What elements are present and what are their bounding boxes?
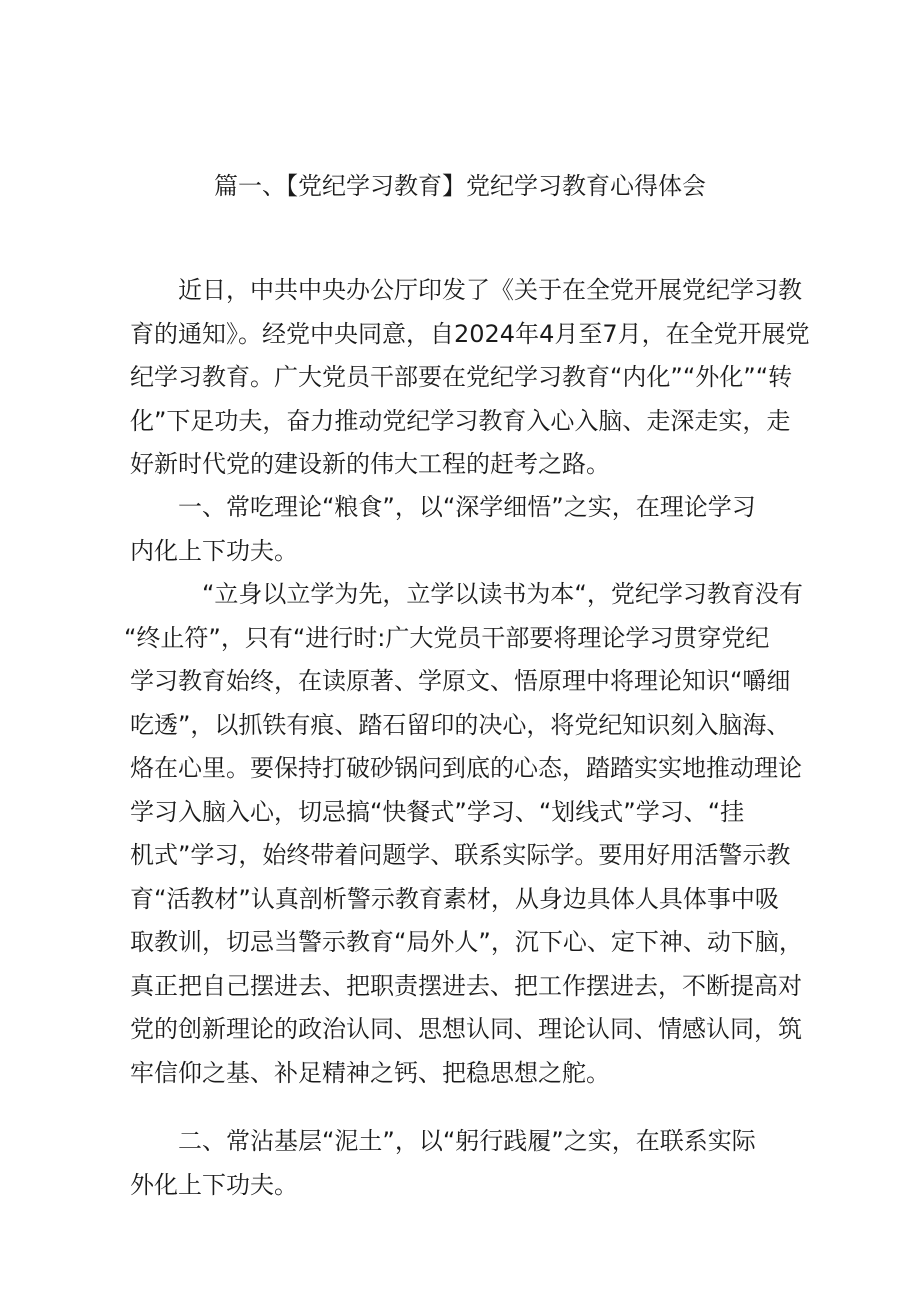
text-line: 好新时代党的建设新的伟大工程的赶考之路。 (130, 450, 610, 478)
text-line: “终止符”，只有“进行时:广大党员干部要将理论学习贯穿党纪 (124, 623, 770, 652)
text-line: 牢信仰之基、补足精神之钙、把稳思想之舵。 (130, 1058, 610, 1087)
paragraph-section-1-body (124, 573, 803, 1095)
text-line: 内化上下功夫。 (130, 536, 298, 565)
text-line: 近日，中共中央办公厅印发了《关于在全党开展党纪学习教 (178, 276, 802, 304)
section-heading-1 (130, 486, 795, 573)
paragraph-intro (130, 269, 810, 487)
text-line: 党的创新理论的政治认同、思想认同、理论认同、情感认同，筑 (130, 1015, 802, 1043)
document-title: 篇一、【党纪学习教育】党纪学习教育心得体会 (214, 172, 706, 200)
text-line: 纪学习教育。广大党员干部要在党纪学习教育“内化”“外化”“转 (130, 363, 793, 391)
text-line: 化”下足功夫，奋力推动党纪学习教育入心入脑、走深走实，走 (130, 406, 791, 435)
text-line: 学习入脑入心，切忌搞“快餐式”学习、“划线式”学习、“挂 (130, 797, 745, 826)
text-line: 一、常吃理论“粮食”，以“深学细悟”之实，在理论学习 (178, 493, 756, 521)
text-line: “立身以立学为先，立学以读书为本“，党纪学习教育没有 (202, 580, 803, 608)
text-line: 烙在心里。要保持打破砂锅问到底的心态，踏踏实实地推动理论 (130, 754, 802, 782)
text-line: 育的通知》。经党中央同意，自2024年4月至7月，在全党开展党 (130, 319, 810, 348)
text-line: 外化上下功夫。 (130, 1170, 298, 1199)
text-line: 吃透”，以抓铁有痕、踏石留印的决心，将党纪知识刻入脑海、 (130, 710, 791, 739)
section-heading-2 (130, 1120, 795, 1207)
text-line: 二、常沾基层“泥土”，以“躬行践履”之实，在联系实际 (178, 1127, 756, 1155)
text-line: 学习教育始终，在读原著、学原文、悟原理中将理论知识“嚼细 (130, 667, 791, 695)
text-line: 育“活教材”认真剖析警示教育素材，从身边具体人具体事中吸 (130, 884, 779, 913)
text-line: 取教训，切忌当警示教育“局外人”，沉下心、定下神、动下脑， (130, 928, 803, 956)
text-line: 机式”学习，始终带着问题学、联系实际学。要用好用活警示教 (130, 841, 791, 869)
text-line: 真正把自己摆进去、把职责摆进去、把工作摆进去，不断提高对 (130, 971, 802, 1000)
